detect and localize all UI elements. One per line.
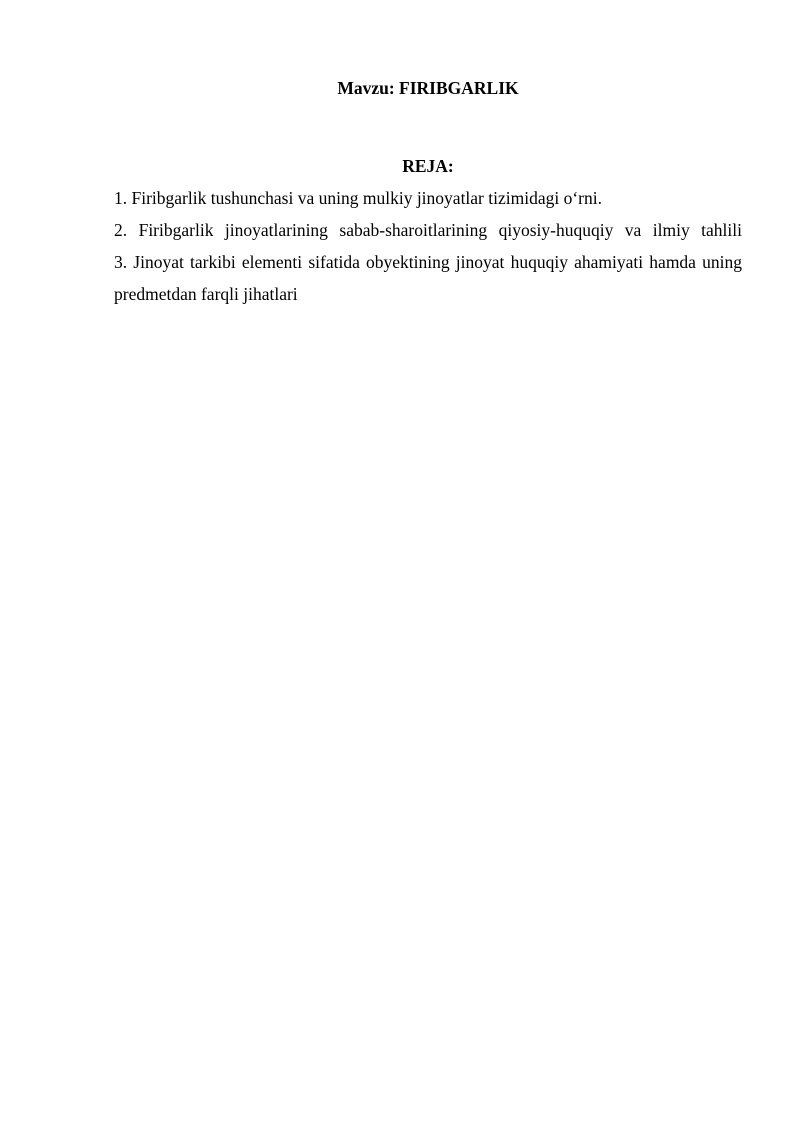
plan-item: 3. Jinoyat tarkibi elementi sifatida obyektining jinoyat huquqiy ahamiyati hamda uning predmetdan farqli jihatlari bbox=[114, 252, 742, 304]
plan-item: 2. Firibgarlik jinoyatlarining sabab-sharoitlarining qiyosiy-huquqiy va ilmiy tahlili bbox=[114, 220, 742, 240]
plan-item: 1. Firibgarlik tushunchasi va uning mulkiy jinoyatlar tizimidagi o‘rni. bbox=[114, 188, 602, 208]
plan-heading: REJA: bbox=[402, 156, 454, 176]
document-topic: Mavzu: FIRIBGARLIK bbox=[337, 78, 519, 98]
document-body bbox=[114, 74, 742, 310]
plan-list bbox=[114, 182, 742, 310]
